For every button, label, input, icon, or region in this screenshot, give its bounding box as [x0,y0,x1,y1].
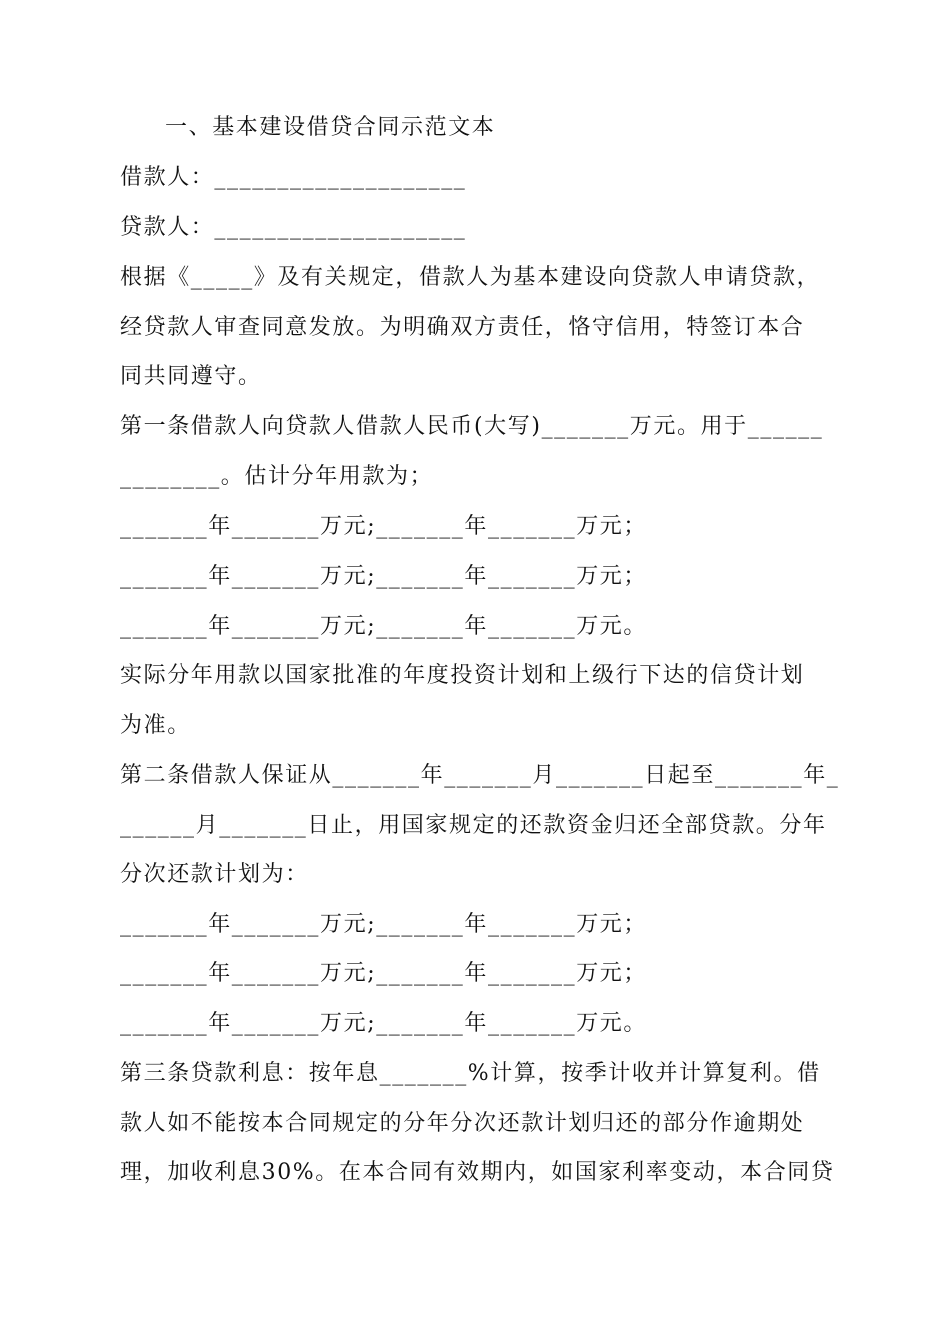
schedule-line: _______年_______万元;_______年_______万元。 [120,1011,648,1036]
body-line: ______月_______日止，用国家规定的还款资金归还全部贷款。分年 [120,813,827,838]
body-line: 款人如不能按本合同规定的分年分次还款计划归还的部分作逾期处 [120,1111,805,1136]
schedule-line: _______年_______万元;_______年_______万元。 [120,614,648,639]
article-3-line: 第三条贷款利息：按年息_______%计算，按季计收并计算复利。借 [120,1061,821,1086]
schedule-line: _______年_______万元;_______年_______万元； [120,912,648,937]
document-title: 一、基本建设借贷合同示范文本 [165,115,496,140]
body-line: 为准。 [120,713,191,738]
body-line: 分次还款计划为： [120,862,309,887]
article-2-line: 第二条借款人保证从_______年_______月_______日起至_______年_ [120,763,840,788]
body-line: 经贷款人审查同意发放。为明确双方责任，恪守信用，特签订本合 [120,315,805,340]
body-line: 实际分年用款以国家批准的年度投资计划和上级行下达的信贷计划 [120,663,805,688]
schedule-line: _______年_______万元;_______年_______万元； [120,564,648,589]
borrower-line: 借款人：____________________ [120,165,467,190]
body-line: 同共同遵守。 [120,364,262,389]
body-line: 根据《_____》及有关规定，借款人为基本建设向贷款人申请贷款， [120,265,821,290]
lender-line: 贷款人：____________________ [120,215,467,240]
body-line: ________。估计分年用款为； [120,464,434,489]
article-1-line: 第一条借款人向贷款人借款人民币(大写)_______万元。用于______ [120,414,824,439]
body-line: 理，加收利息30%。在本合同有效期内，如国家利率变动，本合同贷 [120,1160,835,1185]
schedule-line: _______年_______万元;_______年_______万元； [120,514,648,539]
schedule-line: _______年_______万元;_______年_______万元； [120,961,648,986]
